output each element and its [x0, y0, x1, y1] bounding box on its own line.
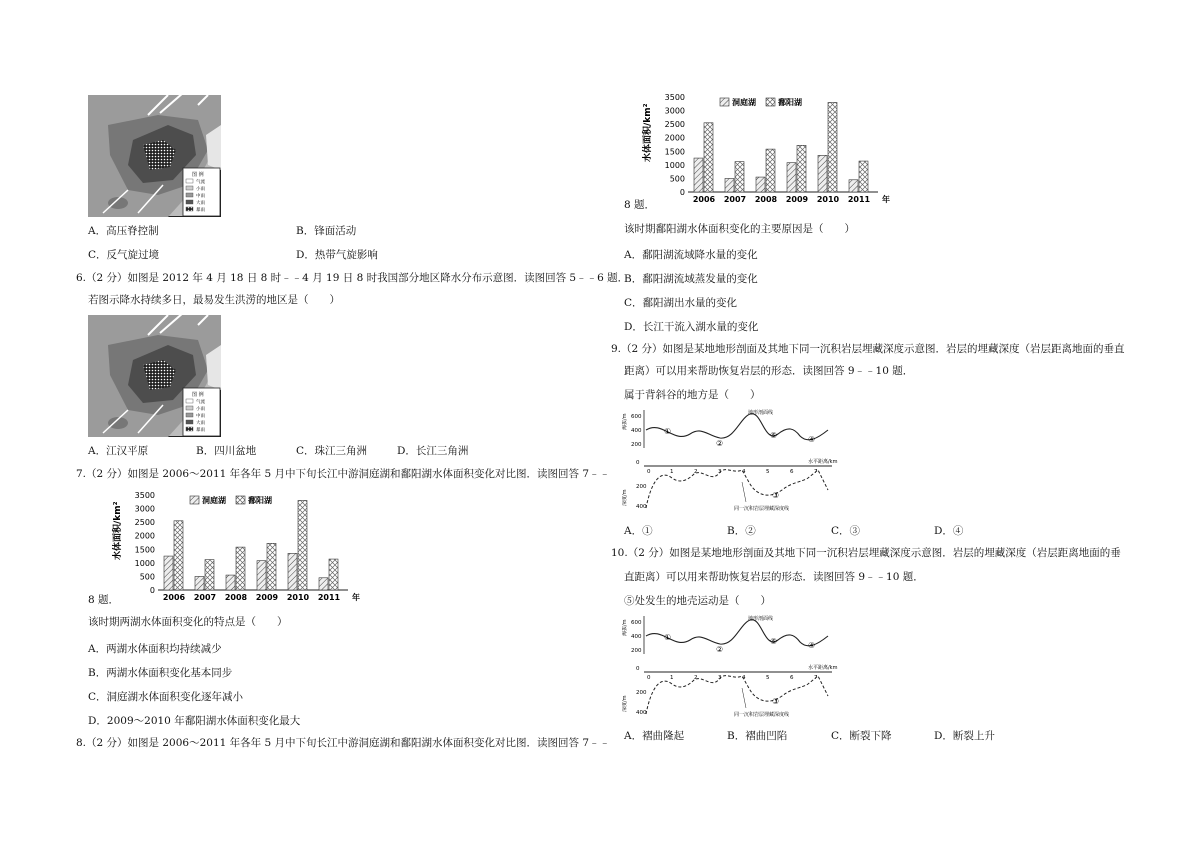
y-tick-label: 0: [679, 188, 685, 197]
y-axis-label: 水体面积/km²: [113, 501, 123, 560]
q7-option-a[interactable]: A．两湖水体面积均持续减少: [88, 643, 222, 655]
q10-option-d[interactable]: D．断裂上升: [934, 730, 995, 742]
bar-2011-0: [849, 180, 858, 192]
ytick-400: 400: [631, 634, 642, 640]
point-1: ①: [664, 427, 672, 436]
xtick-2: 2: [694, 469, 698, 475]
q5-option-c[interactable]: C．反气旋过境: [88, 249, 160, 261]
point-1: ①: [664, 633, 672, 642]
q8-option-c[interactable]: C．鄱阳湖出水量的变化: [624, 297, 738, 309]
xtick-6: 6: [790, 675, 794, 681]
ylabel-altitude: 海拔/m: [622, 413, 628, 430]
bar-2009-1: [267, 543, 276, 590]
legend-label-1: 鄱阳湖: [248, 496, 272, 505]
ytick-d200: 200: [636, 484, 647, 490]
legend-label-1: 鄱阳湖: [778, 98, 802, 107]
xtick-1: 1: [670, 469, 674, 475]
legend-item-moderate-rain: 中雨: [196, 414, 205, 419]
x-tick-label: 2007: [193, 593, 217, 602]
legend-item-moderate-rain: 中雨: [196, 194, 205, 199]
bar-2006-0: [694, 158, 703, 192]
xtick-3: 3: [718, 675, 722, 681]
q9-stem-line1: 9.（2 分）如图是某地地形剖面及其地下同一沉积岩层埋藏深度示意图．岩层的埋藏深度（岩层距离地面的垂直: [611, 343, 1125, 355]
rock-layer-depth-line: [646, 470, 828, 508]
y-tick-label: 3500: [134, 491, 155, 500]
y-tick-label: 1500: [134, 545, 155, 555]
bar-2008-1: [766, 149, 775, 192]
legend-title: 图 例: [192, 172, 204, 178]
xtick-4: 4: [742, 675, 746, 681]
q6-stem-line1: 6.（2 分）如图是 2012 年 4 月 18 日 8 时﹣﹣4 月 19 日 8 时我国部分地区降水分布示意图．读图回答 5﹣﹣6 题．: [76, 272, 629, 284]
x-tick-label: 2010: [286, 593, 310, 602]
q6-option-a[interactable]: A．江汉平原: [88, 445, 149, 457]
y-tick-label: 2500: [134, 518, 155, 528]
legend-swatch-1: [766, 98, 775, 106]
q5-option-d[interactable]: D．热带气旋影响: [296, 249, 378, 261]
point-2: ②: [716, 439, 724, 448]
lake-area-chart-2: [640, 92, 890, 212]
legend-swatch-1: [236, 496, 245, 504]
bar-2011-1: [859, 161, 868, 192]
terrain-profile-line: [646, 414, 828, 440]
y-tick-label: 1500: [664, 147, 685, 157]
q5-option-a[interactable]: A．高压脊控制: [88, 225, 159, 237]
bar-2009-1: [797, 145, 806, 192]
y-tick-label: 2500: [664, 120, 685, 130]
layer-label: 同一沉积岩层埋藏深度线: [734, 712, 790, 718]
precipitation-map-1: [88, 95, 221, 217]
q6-option-d[interactable]: D．长江三角洲: [397, 445, 469, 457]
bar-2007-0: [725, 178, 734, 192]
ytick-600: 600: [631, 620, 642, 626]
q9-option-a[interactable]: A．①: [624, 525, 653, 537]
xtick-3: 3: [718, 469, 722, 475]
q9-option-c[interactable]: C．③: [831, 525, 861, 537]
point-5: ⑤: [770, 431, 778, 440]
q10-stem-line2: 直距离）可以用来帮助恢复岩层的形态．读图回答 9﹣﹣10 题．: [624, 571, 924, 583]
q7-stem-line1: 7.（2 分）如图是 2006～2011 年各年 5 月中下旬长江中游洞庭湖和鄱阳湖水体面积变化对比图．读图回答 7﹣﹣: [76, 468, 611, 480]
layer-label: 同一沉积岩层埋藏深度线: [734, 506, 790, 512]
q9-stem-line2: 距离）可以用来帮助恢复岩层的形态．读图回答 9﹣﹣10 题．: [624, 365, 914, 377]
q8-option-a[interactable]: A．鄱阳湖流域降水量的变化: [624, 249, 758, 261]
q8-option-b[interactable]: B．鄱阳湖流域蒸发量的变化: [624, 273, 758, 285]
bar-2006-0: [164, 556, 173, 590]
ytick-400: 400: [631, 428, 642, 434]
legend-item-rainstorm: 暴雨: [196, 208, 205, 213]
q7-option-b[interactable]: B．两湖水体面积变化基本同步: [88, 667, 233, 679]
x-tick-label: 2006: [162, 593, 186, 602]
precipitation-map-2: [88, 315, 221, 437]
q9-question: 属于背斜谷的地方是（ ）: [624, 389, 761, 401]
q10-option-b[interactable]: B．褶曲凹陷: [727, 730, 788, 742]
ytick-200: 200: [631, 442, 642, 448]
q5-option-b[interactable]: B．锋面活动: [296, 225, 357, 237]
ytick-0: 0: [636, 460, 640, 466]
legend-item-heavy-rain: 大雨: [196, 421, 205, 426]
q8-question: 该时期鄱阳湖水体面积变化的主要原因是（ ）: [624, 223, 855, 235]
xtick-5: 5: [766, 675, 770, 681]
q7-stem-suffix: 8 题．: [88, 594, 120, 606]
terrain-label: 地形剖面线: [748, 616, 774, 622]
q7-option-c[interactable]: C．洞庭湖水体面积变化逐年减小: [88, 691, 244, 703]
ylabel-depth: 深度/m: [622, 489, 628, 506]
q9-option-d[interactable]: D．④: [934, 525, 964, 537]
bar-2006-1: [174, 521, 183, 590]
legend-item-rainstorm: 暴雨: [196, 428, 205, 433]
legend-item-light-rain: 小雨: [196, 407, 205, 412]
xtick-0: 0: [647, 675, 651, 681]
ytick-600: 600: [631, 414, 642, 420]
bar-2007-1: [205, 560, 214, 590]
xtick-6: 6: [790, 469, 794, 475]
terrain-label: 地形剖面线: [748, 410, 774, 416]
q8-stem-line1: 8.（2 分）如图是 2006～2011 年各年 5 月中下旬长江中游洞庭湖和鄱阳湖水体面积变化对比图．读图回答 7﹣﹣: [76, 737, 611, 749]
rock-layer-depth-line: [646, 676, 828, 714]
y-tick-label: 3000: [134, 504, 155, 514]
xlabel: 水平距离/km: [808, 459, 838, 465]
bar-2006-1: [704, 123, 713, 192]
x-axis-unit: 年: [882, 195, 890, 204]
lake-area-chart-1: [110, 490, 360, 610]
bar-2008-0: [756, 177, 765, 192]
x-tick-label: 2006: [692, 195, 716, 204]
legend-label-0: 洞庭湖: [202, 496, 226, 505]
y-tick-label: 3500: [664, 93, 685, 102]
point-5: ⑤: [770, 637, 778, 646]
bar-2010-1: [298, 500, 307, 590]
bar-2011-0: [319, 578, 328, 590]
y-tick-label: 1000: [664, 160, 685, 170]
bar-2009-0: [257, 561, 266, 590]
point-4: ④: [808, 641, 816, 650]
q6-option-c[interactable]: C．珠江三角洲: [296, 445, 368, 457]
q10-option-a[interactable]: A．褶曲隆起: [624, 730, 685, 742]
terrain-profile-line: [646, 620, 828, 646]
ylabel-altitude: 海拔/m: [622, 619, 628, 636]
bar-2010-0: [818, 155, 827, 192]
ytick-d200: 200: [636, 690, 647, 696]
x-tick-label: 2008: [754, 195, 778, 204]
bar-2010-1: [828, 102, 837, 192]
legend-item-airflow: 气流: [196, 400, 205, 405]
xtick-4: 4: [742, 469, 746, 475]
x-tick-label: 2011: [847, 195, 871, 204]
bar-2007-0: [195, 576, 204, 590]
y-tick-label: 2000: [664, 133, 685, 143]
q8-option-d[interactable]: D．长江干流入湖水量的变化: [624, 321, 759, 333]
xtick-1: 1: [670, 675, 674, 681]
ytick-d400: 400: [636, 710, 647, 716]
ytick-0: 0: [636, 666, 640, 672]
q10-question: ⑤处发生的地壳运动是（ ）: [624, 595, 771, 607]
ylabel-depth: 深度/m: [622, 695, 628, 712]
ytick-200: 200: [631, 648, 642, 654]
x-tick-label: 2007: [723, 195, 747, 204]
y-tick-label: 3000: [664, 106, 685, 116]
q10-option-c[interactable]: C．断裂下降: [831, 730, 892, 742]
q6-question: 若图示降水持续多日，最易发生洪涝的地区是（ ）: [88, 294, 340, 306]
x-tick-label: 2011: [317, 593, 341, 602]
bar-2007-1: [735, 162, 744, 192]
bar-2009-0: [787, 163, 796, 192]
y-tick-label: 1000: [134, 558, 155, 568]
legend-item-heavy-rain: 大雨: [196, 201, 205, 206]
bar-2011-1: [329, 559, 338, 590]
xlabel: 水平距离/km: [808, 665, 838, 671]
xtick-5: 5: [766, 469, 770, 475]
xtick-2: 2: [694, 675, 698, 681]
terrain-profile-diagram-1: [622, 408, 852, 514]
point-4: ④: [808, 435, 816, 444]
point-3: ③: [772, 697, 780, 706]
legend-label-0: 洞庭湖: [732, 98, 756, 107]
legend-item-light-rain: 小雨: [196, 187, 205, 192]
xtick-0: 0: [647, 469, 651, 475]
bar-2008-0: [226, 575, 235, 590]
terrain-profile-diagram-2: [622, 614, 852, 720]
y-tick-label: 2000: [134, 531, 155, 541]
ytick-d400: 400: [636, 504, 647, 510]
q10-stem-line1: 10.（2 分）如图是某地地形剖面及其地下同一沉积岩层埋藏深度示意图．岩层的埋藏深度（岩层距离地面的垂: [611, 547, 1121, 559]
x-tick-label: 2008: [224, 593, 248, 602]
y-axis-label: 水体面积/km²: [643, 103, 653, 162]
point-3: ③: [772, 491, 780, 500]
q9-option-b[interactable]: B．②: [727, 525, 756, 537]
point-2: ②: [716, 645, 724, 654]
x-tick-label: 2009: [785, 195, 809, 204]
x-tick-label: 2009: [255, 593, 279, 602]
xtick-7: 7: [814, 469, 818, 475]
q8-stem-suffix: 8 题．: [624, 199, 656, 211]
legend-title: 图 例: [192, 392, 204, 398]
xtick-7: 7: [814, 675, 818, 681]
y-tick-label: 500: [139, 572, 155, 582]
legend-swatch-0: [720, 98, 729, 106]
q7-option-d[interactable]: D．2009～2010 年鄱阳湖水体面积变化最大: [88, 715, 301, 727]
x-tick-label: 2010: [816, 195, 840, 204]
y-tick-label: 500: [669, 174, 685, 184]
bar-2010-0: [288, 553, 297, 590]
x-axis-unit: 年: [352, 593, 360, 602]
y-tick-label: 0: [149, 586, 155, 595]
legend-swatch-0: [190, 496, 199, 504]
q7-question: 该时期两湖水体面积变化的特点是（ ）: [88, 616, 288, 628]
legend-item-airflow: 气流: [196, 180, 205, 185]
q6-option-b[interactable]: B．四川盆地: [196, 445, 257, 457]
bar-2008-1: [236, 547, 245, 590]
